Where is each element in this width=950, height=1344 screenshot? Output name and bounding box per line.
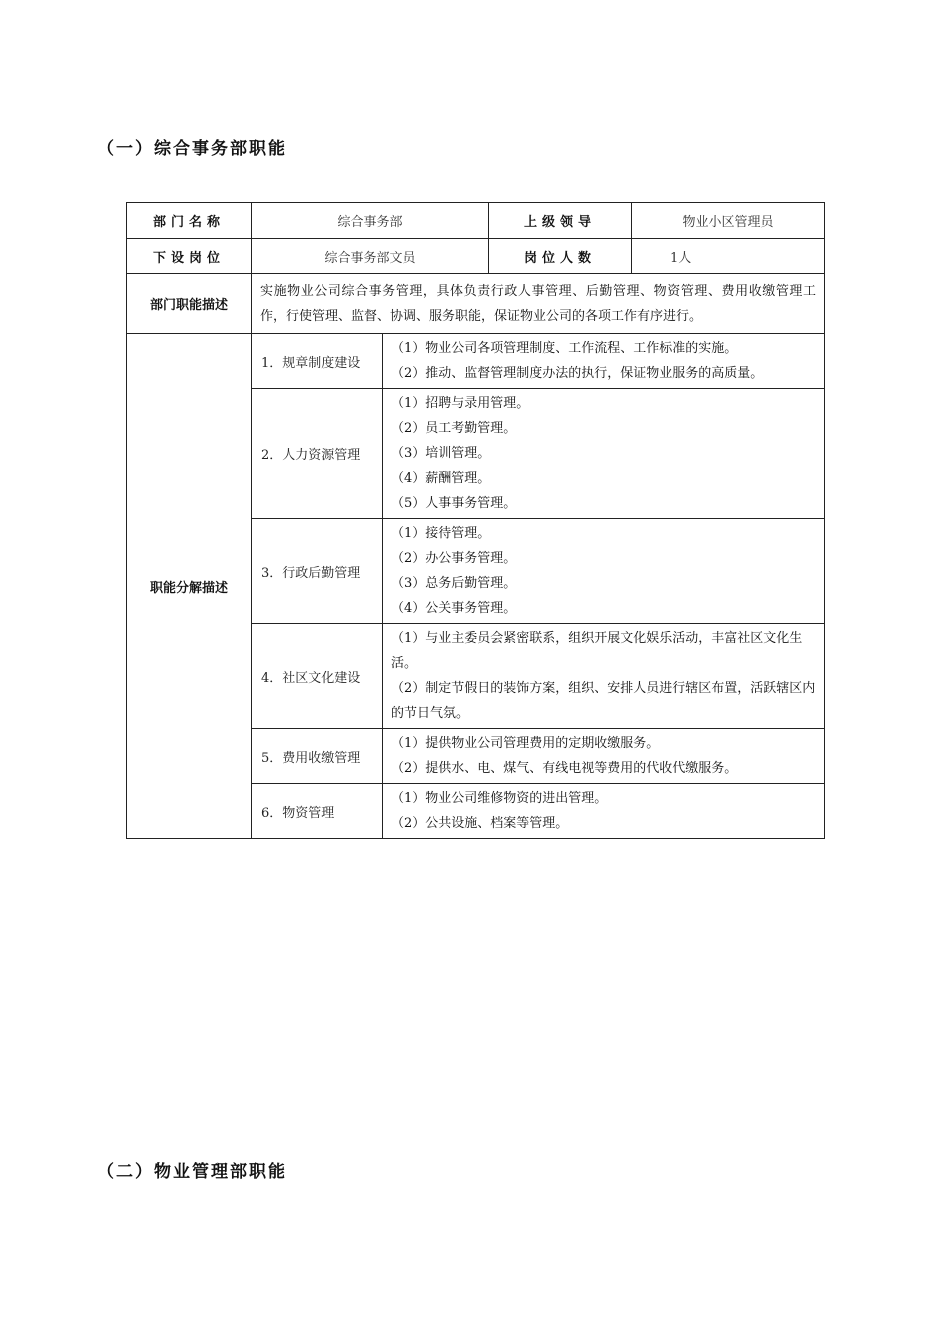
positions-label: 下设岗位 [127, 239, 252, 274]
breakdown-category: 6．物资管理 [252, 784, 383, 839]
list-item: （2）提供水、电、煤气、有线电视等费用的代收代缴服务。 [391, 761, 738, 776]
list-item: （1）接待管理。 [391, 526, 491, 541]
list-item: （3）总务后勤管理。 [391, 576, 517, 591]
table-row [127, 203, 825, 239]
function-desc-value: 实施物业公司综合事务管理，具体负责行政人事管理、后勤管理、物资管理、费用收缴管理工作，行使管理、监督、协调、服务职能，保证物业公司的各项工作有序进行。 [252, 274, 825, 334]
table-row [127, 334, 825, 389]
list-item: （1）与业主委员会紧密联系，组织开展文化娱乐活动，丰富社区文化生活。 [391, 631, 803, 671]
positions-value: 综合事务部文员 [252, 239, 489, 274]
breakdown-label: 职能分解描述 [127, 334, 252, 839]
breakdown-category: 4．社区文化建设 [252, 624, 383, 729]
list-item: （2）制定节假日的装饰方案，组织、安排人员进行辖区布置，活跃辖区内的节日气氛。 [391, 681, 816, 721]
department-function-table [126, 202, 825, 839]
breakdown-category: 3．行政后勤管理 [252, 519, 383, 624]
dept-name-value: 综合事务部 [252, 203, 489, 239]
list-item: （2）办公事务管理。 [391, 551, 517, 566]
table-row [127, 239, 825, 274]
dept-name-label: 部门名称 [127, 203, 252, 239]
list-item: （4）公关事务管理。 [391, 601, 517, 616]
section-title-property-management: （二）物业管理部职能 [97, 1162, 287, 1182]
breakdown-category: 5．费用收缴管理 [252, 729, 383, 784]
list-item: （5）人事事务管理。 [391, 496, 517, 511]
function-desc-label: 部门职能描述 [127, 274, 252, 334]
breakdown-items [383, 519, 825, 624]
breakdown-items [383, 784, 825, 839]
list-item: （2）员工考勤管理。 [391, 421, 517, 436]
breakdown-items [383, 334, 825, 389]
section-title-general-affairs: （一）综合事务部职能 [97, 139, 287, 159]
breakdown-category: 2．人力资源管理 [252, 389, 383, 519]
list-item: （3）培训管理。 [391, 446, 491, 461]
list-item: （2）推动、监督管理制度办法的执行，保证物业服务的高质量。 [391, 366, 764, 381]
list-item: （2）公共设施、档案等管理。 [391, 816, 569, 831]
list-item: （1）物业公司各项管理制度、工作流程、工作标准的实施。 [391, 341, 738, 356]
headcount-label: 岗位人数 [489, 239, 632, 274]
list-item: （1）物业公司维修物资的进出管理。 [391, 791, 608, 806]
superior-label: 上级领导 [489, 203, 632, 239]
list-item: （4）薪酬管理。 [391, 471, 491, 486]
list-item: （1）提供物业公司管理费用的定期收缴服务。 [391, 736, 660, 751]
superior-value: 物业小区管理员 [632, 203, 825, 239]
headcount-value: 1人 [632, 239, 825, 274]
list-item: （1）招聘与录用管理。 [391, 396, 530, 411]
table-row [127, 274, 825, 334]
breakdown-items [383, 729, 825, 784]
breakdown-items [383, 624, 825, 729]
breakdown-items [383, 389, 825, 519]
breakdown-category: 1．规章制度建设 [252, 334, 383, 389]
